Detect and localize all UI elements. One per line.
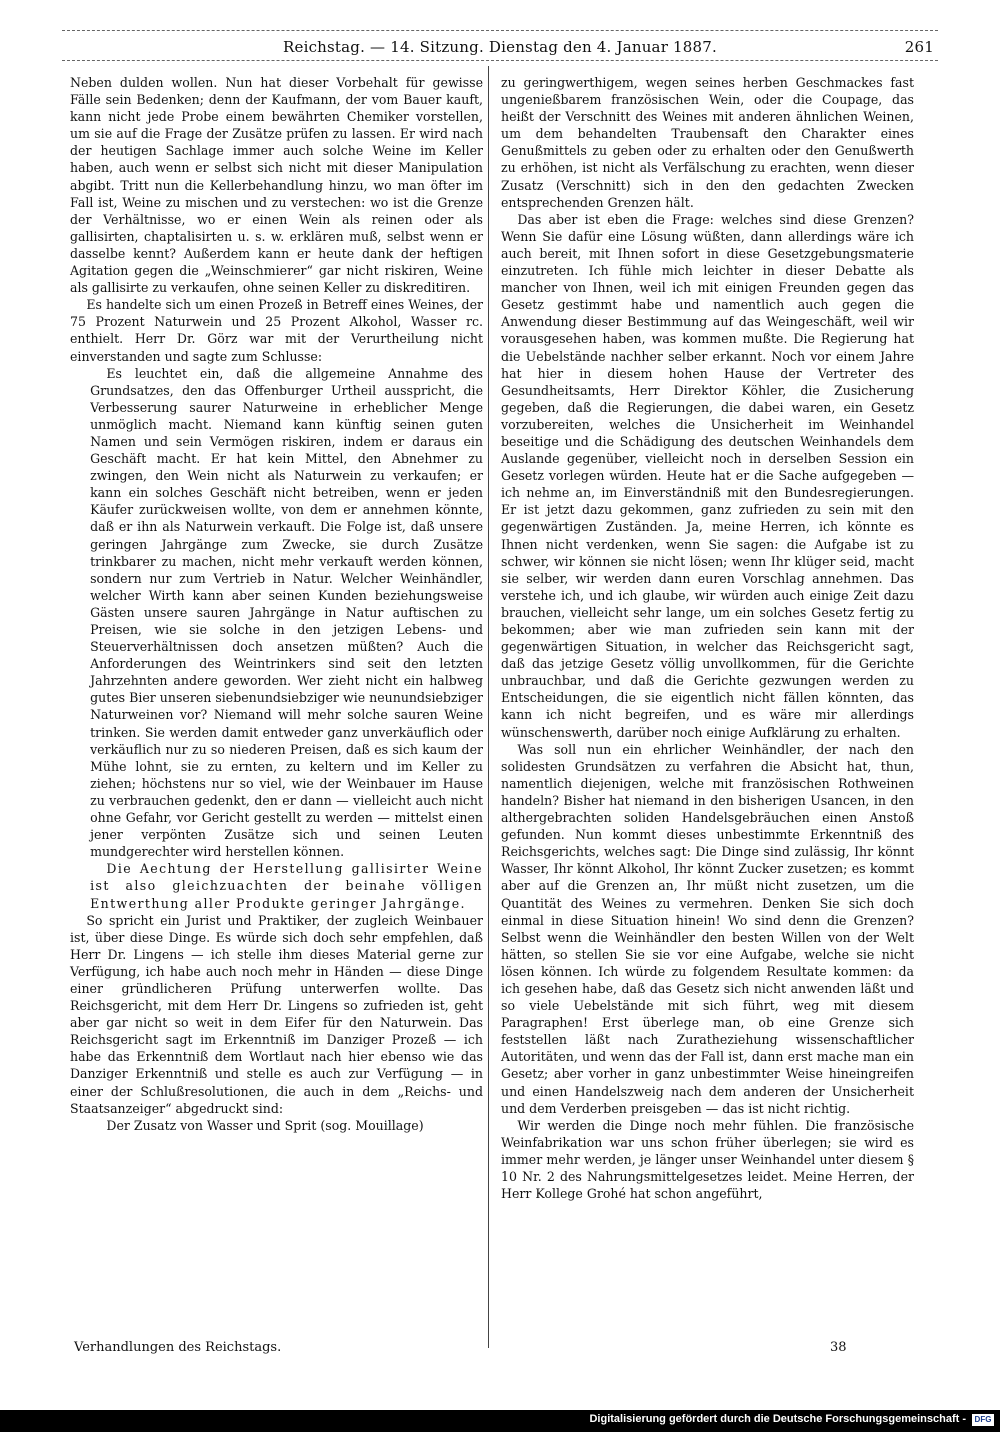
- left-column: [70, 74, 483, 1134]
- paragraph: Neben dulden wollen. Nun hat dieser Vorbehalt für gewisse Fälle sein Bedenken; denn der Kaufmann, der vom Bauer kauft, kann nicht jede Probe einem bewährten Chemiker vorstellen, um sie auf die Frage der Zusätze prüfen zu lassen. Er wird nach der heutigen Sachlage immer auch solche Weine im Keller haben, auch wenn er selbst sich nicht mit dieser Manipulation abgibt. Tritt nun die Kellerbehandlung hinzu, wo man öfter im Fall ist, Weine zu mischen und zu verstechen: wo ist die Grenze der Verhältnisse, wo er einen Wein als reinen oder als gallisirten, chaptalisirten u. s. w. erklären muß, selbst wenn er dasselbe kennt? Außerdem kann er heute dank der heftigen Agitation gegen die „Weinschmierer“ gar nicht riskiren, Weine als gallisirte zu verkaufen, ohne seinen Keller zu diskreditiren.: [70, 75, 483, 296]
- footer-signature: 38: [830, 1340, 847, 1355]
- credit-bar: [0, 1410, 1000, 1432]
- header-rule-top: [62, 30, 938, 31]
- paragraph: Der Zusatz von Wasser und Sprit (sog. Mouillage): [106, 1117, 424, 1133]
- footer-source: Verhandlungen des Reichstags.: [74, 1340, 282, 1355]
- paragraph: So spricht ein Jurist und Praktiker, der zugleich Weinbauer ist, über diese Dinge. Es würde sich doch sehr empfehlen, daß Herr Dr. Lingens — ich stelle ihm dieses Material gerne zur Verfügung, ich habe auch noch mehr in Händen — diese Dinge einer gründlicheren Prüfung unterwerfen wollte. Das Reichsgericht, mit dem Herr Dr. Lingens so zufrieden ist, geht aber gar nicht so weit in dem Eifer für den Naturwein. Das Reichsgericht sagt im Erkenntniß im Danziger Prozeß — ich habe das Erkenntniß dem Wortlaut nach hier ebenso wie das Danziger Erkenntniß und stelle es auch zur Verfügung — in einer der Schlußresolutionen, die auch in dem „Reichs- und Staatsanzeiger“ abgedruckt sind:: [70, 912, 483, 1116]
- dfg-logo: DFG: [972, 1414, 994, 1426]
- page-number: 261: [904, 38, 934, 56]
- paragraph: Die Aechtung der Herstellung gallisirter Weine ist also gleichzuachten der beinahe völligen Entwerthung aller Produkte geringer Jahrgänge.: [90, 861, 483, 911]
- paragraph: zu geringwerthigem, wegen seines herben Geschmackes fast ungenießbarem französischen Wein, oder die Coupage, das heißt der Verschnitt des Weines mit anderen ähnlichen Weinen, um dem behandelten Traubensaft den Charakter eines Genußmittels zu geben oder zu erhalten oder den Genußwerth zu erhöhen, ist nicht als Verfälschung zu erachten, wenn dieser Zusatz (Verschnitt) sich in den den gedachten Zwecken entsprechenden Grenzen hält.: [501, 75, 914, 210]
- paragraph: Es leuchtet ein, daß die allgemeine Annahme des Grundsatzes, den das Offenburger Urtheil ausspricht, die Verbesserung saurer Naturweine in erheblicher Menge unmöglich macht. Niemand kann künftig seinen guten Namen und sein Vermögen riskiren, indem er daraus ein Geschäft macht. Er hat kein Mittel, den Abnehmer zu zwingen, den Wein nicht als Naturwein zu verkaufen; er kann ein solches Geschäft nicht betreiben, wenn er jeden Käufer zurückweisen wollte, von dem er annehmen könnte, daß er ihn als Naturwein verkauft. Die Folge ist, daß unsere geringen Jahrgänge zum Zwecke, sie durch Zusätze trinkbarer zu machen, nicht mehr verkauft werden können, sondern nur zum Vertrieb in Natur. Welcher Weinhändler, welcher Wirth kann aber seinen Kunden beziehungsweise Gästen unsere sauren Jahrgänge in Natur auftischen zu Preisen, wie sie solche in den jetzigen Lebens- und Steuerverhältnissen doch ansetzen müßten? Auch die Anforderungen des Weintrinkers sind seit den letzten Jahrzehnten andere geworden. Wer zieht nicht ein halbweg gutes Bier unseren siebenundsiebziger wie neunundsiebziger Naturweinen vor? Niemand will mehr solche sauren Weine trinken. Sie werden damit entweder ganz unverkäuflich oder verkäuflich nur zu so niederen Preisen, daß es sich kaum der Mühe lohnt, sie zu ernten, zu keltern und im Keller zu ziehen; höchstens nur so viel, wie der Weinbauer im Hause zu verbrauchen gedenkt, den er dann — vielleicht auch nicht ohne Gefahr, vor Gericht gestellt zu werden — mittelst einen jener verpönten Zusätze sich und seinen Leuten mundgerechter wird herstellen können.: [90, 365, 483, 860]
- page-header: [62, 38, 938, 58]
- right-column: [501, 74, 914, 1202]
- header-rule-bottom: [62, 60, 938, 61]
- paragraph: Es handelte sich um einen Prozeß in Betreff eines Weines, der 75 Prozent Naturwein und 25 Prozent Alkohol, Wasser rc. enthielt. Herr Dr. Görz war mit der Verurtheilung nicht einverstanden und sagte zum Schlusse:: [70, 297, 483, 364]
- paragraph: Wir werden die Dinge noch mehr fühlen. Die französische Weinfabrikation war uns schon früher überlegen; sie wird es immer mehr werden, je länger unser Weinhandel unter diesem § 10 Nr. 2 des Nahrungsmittelgesetzes leidet. Meine Herren, der Herr Kollege Grohé hat schon angeführt,: [501, 1117, 914, 1202]
- column-divider: [488, 66, 489, 1348]
- paragraph: Das aber ist eben die Frage: welches sind diese Grenzen? Wenn Sie dafür eine Lösung wüßten, dann allerdings wäre ich auch bereit, mit Ihnen sofort in diese Gesetzgebungsmaterie einzutreten. Ich fühle mich leichter in dieser Debatte als mancher von Ihnen, weil ich mit einigen Freunden gegen das Gesetz gestimmt habe und namentlich auch gegen die Anwendung dieser Bestimmung auf das Weingeschäft, weil wir vorausgesehen haben, was kommen mußte. Die Regierung hat die Uebelstände nachher selber erkannt. Noch vor einem Jahre hat hier in diesem hohen Hause der Vertreter des Gesundheitsamts, Herr Direktor Köhler, die Zusicherung gegeben, daß die Regierungen, die dabei waren, ein Gesetz vorzubereiten, welches die Unsicherheit im Weinhandel beseitige und die Schädigung des deutschen Weinhandels dem Auslande gegenüber, vielleicht noch in derselben Session ein Gesetz vorlegen würden. Heute hat er die Sache aufgegeben — ich nehme an, im Einverständniß mit den Bundesregierungen. Er ist jetzt dazu gekommen, ganz zufrieden zu sein mit den gegenwärtigen Zuständen. Ja, meine Herren, ich könnte es Ihnen nicht verdenken, wenn Sie sagen: die Aufgabe ist zu schwer, wir können sie nicht lösen; wenn Ihr klüger seid, macht sie selber, wir werden dann euren Vorschlag annehmen. Das verstehe ich, und ich glaube, wir würden auch einige Zeit dazu brauchen, vielleicht sehr lange, um ein solches Gesetz fertig zu bekommen; aber wie man zufrieden sein kann mit der gegenwärtigen Situation, in welcher das Reichsgericht sagt, daß das jetzige Gesetz völlig unvollkommen, für die Gerichte unbrauchbar, und daß die Gerichte gezwungen werden zu Entscheidungen, die sie eigentlich nicht fällen könnten, das kann ich nicht begreifen, und es wäre mir allerdings wünschenswerth, darüber noch einige Aufklärung zu erhalten.: [501, 211, 914, 740]
- header-title: Reichstag. — 14. Sitzung. Dienstag den 4. Januar 1887.: [283, 38, 717, 56]
- credit-text: Digitalisierung gefördert durch die Deutsche Forschungsgemeinschaft -: [589, 1413, 966, 1425]
- paragraph: Was soll nun ein ehrlicher Weinhändler, der nach den solidesten Grundsätzen zu verfahren die Absicht hat, thun, namentlich diejenigen, welche mit französischen Rothweinen handeln? Bisher hat niemand in den bisherigen Usancen, in den althergebrachten soliden Handelsgebräuchen einen Anstoß gefunden. Nun kommt dieses unbestimmte Erkenntniß des Reichsgerichts, welches sagt: Die Dinge sind zulässig, Ihr könnt Wasser, Ihr könnt Alkohol, Ihr könnt Zucker zusetzen; es kommt aber auf die Grenzen an, Ihr müßt nicht zusetzen, um die Quantität des Weines zu vermehren. Denken Sie sich doch einmal in diese Situation hinein! Wo sind denn die Grenzen? Selbst wenn die Weinhändler den besten Willen von der Welt hätten, so stellen Sie sie vor eine Aufgabe, welche sie nicht lösen können. Ich würde zu folgendem Resultate kommen: da ich gesehen habe, daß das Gesetz sich nicht anwenden läßt und so viele Uebelstände mit sich führt, weg mit diesem Paragraphen! Erst überlege man, ob eine Grenze sich feststellen läßt nach Zuratheziehung wissenschaftlicher Autoritäten, und wenn das der Fall ist, dann erst mache man ein Gesetz; aber vorher in ganz unbestimmter Weise hineingreifen und einen Handelszweig nach dem anderen der Unsicherheit und dem Verderben preisgeben — das ist nicht richtig.: [501, 741, 914, 1116]
